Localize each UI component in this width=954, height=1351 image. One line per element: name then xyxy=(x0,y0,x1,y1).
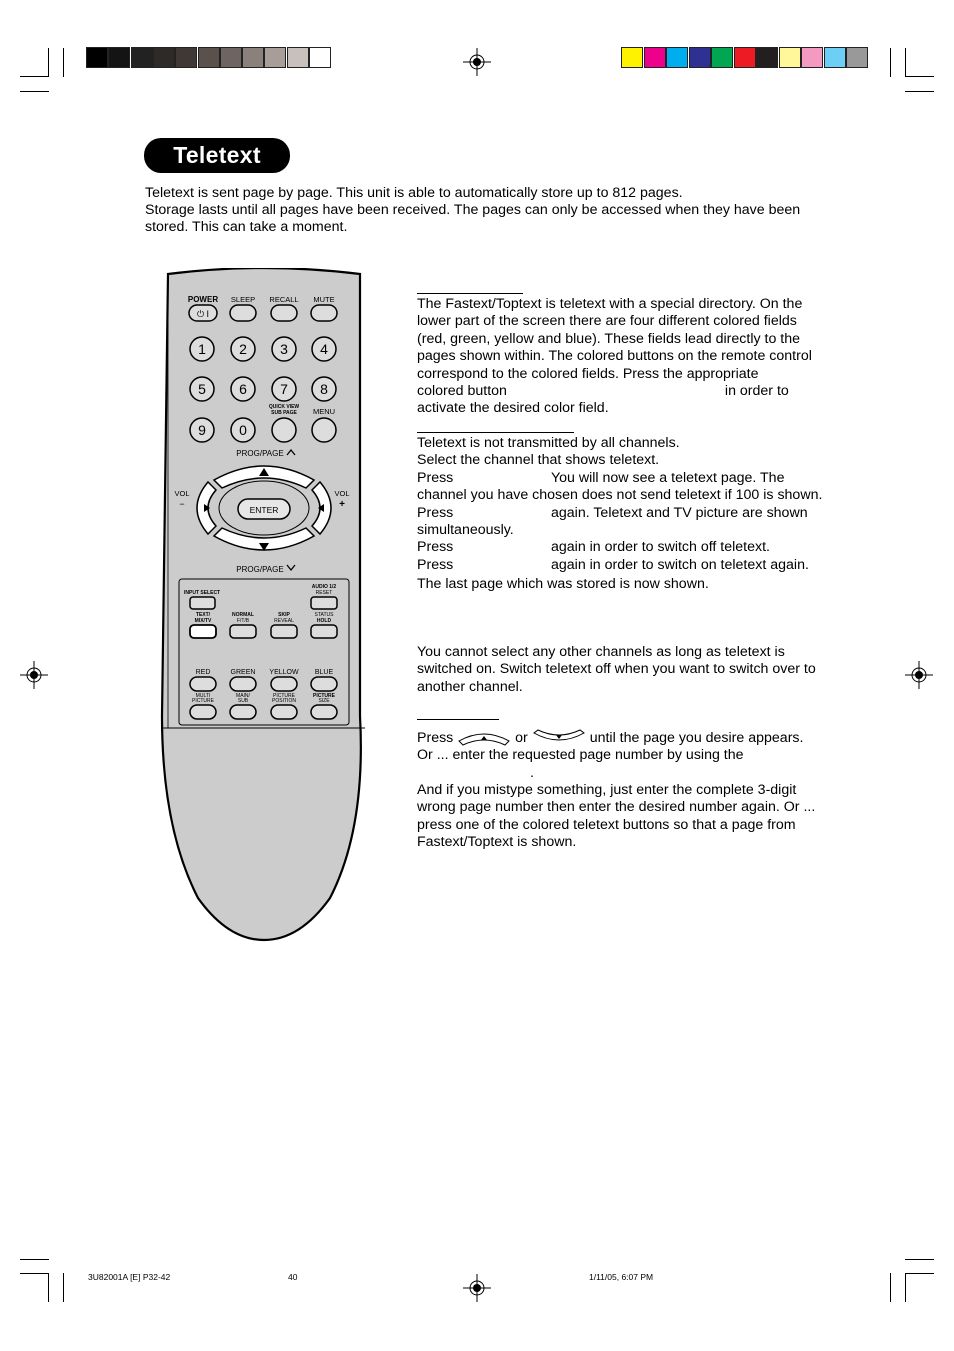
gray-swatch xyxy=(287,47,309,68)
main-sub-label-2: SUB xyxy=(237,698,249,704)
color-swatch xyxy=(824,47,846,68)
red-button[interactable] xyxy=(190,677,216,691)
press-label: Press xyxy=(417,469,454,486)
switching-step-3-text: again in order to switch off teletext. xyxy=(551,539,770,556)
digit-8-label: 8 xyxy=(320,381,328,397)
switching-step-1 xyxy=(417,470,827,487)
power-icon: ⏻ I xyxy=(196,309,210,319)
switching-step-2-cont: simultaneously. xyxy=(417,522,514,539)
digit-7-label: 7 xyxy=(280,381,288,397)
status-hold-button[interactable] xyxy=(311,625,337,638)
sleep-button[interactable] xyxy=(230,305,256,321)
switching-step-2-text: again. Teletext and TV picture are shown xyxy=(551,504,808,521)
status-label-1: STATUS xyxy=(314,612,334,618)
color-swatch xyxy=(734,47,756,68)
power-label: POWER xyxy=(187,295,219,304)
reset-label: RESET xyxy=(315,590,333,596)
footer-doc-code: 3U82001A [E] P32-42 xyxy=(88,1272,171,1282)
quick-view-label: QUICK VIEW xyxy=(268,404,300,410)
sub-page-label: SUB PAGE xyxy=(271,410,297,416)
heading-rule-switching xyxy=(417,432,574,433)
vol-plus-label: + xyxy=(339,499,345,510)
green-button[interactable] xyxy=(230,677,256,691)
audio-reset-button[interactable] xyxy=(311,597,337,609)
gray-swatch xyxy=(131,47,153,68)
switching-step-3 xyxy=(417,539,827,556)
yellow-label: YELLOW xyxy=(269,669,299,676)
multi-label-1: MULTI xyxy=(195,693,211,699)
digit-4-label: 4 xyxy=(320,341,328,357)
intro-line-2: Storage lasts until all pages have been received. The pages can only be accessed when they have been stored. This can take a moment. xyxy=(145,202,801,235)
color-swatch xyxy=(779,47,801,68)
switching-step-1-text: You will now see a teletext page. The xyxy=(551,469,785,486)
switching-step-4-text: again in order to switch on teletext again. xyxy=(551,556,809,573)
recall-button[interactable] xyxy=(271,305,297,321)
prog-up-key-icon xyxy=(457,729,511,747)
red-label: RED xyxy=(195,669,211,676)
press-label: Press xyxy=(417,504,454,521)
picture-size-label-2: SIZE xyxy=(318,698,330,704)
switching-line-1: Teletext is not transmitted by all channels. xyxy=(417,435,680,451)
color-swatch xyxy=(801,47,823,68)
recall-label: RECALL xyxy=(269,295,299,304)
select-section xyxy=(417,729,827,852)
multi-label-2: PICTURE xyxy=(192,698,214,704)
digit-1-label: 1 xyxy=(198,341,206,357)
page-title: Teletext xyxy=(144,138,290,173)
switching-step-4 xyxy=(417,557,827,574)
heading-rule-fastext xyxy=(417,293,523,294)
switching-step-2 xyxy=(417,505,827,522)
blue-button[interactable] xyxy=(311,677,337,691)
registration-target-right xyxy=(905,661,933,689)
color-swatch xyxy=(689,47,711,68)
color-swatch xyxy=(711,47,733,68)
select-line-1 xyxy=(417,729,827,747)
press-label: Press xyxy=(417,539,454,556)
select-dot: . xyxy=(530,764,534,781)
fastext-in-order-to: in order to xyxy=(724,383,789,400)
gray-swatch xyxy=(198,47,220,68)
select-line-3: And if you mistype something, just enter the complete 3-digit wrong page number then enter the desired number again. Or ... press one of the colored teletext buttons so that a page from Fastext/Toptext is shown. xyxy=(417,781,816,851)
mute-button[interactable] xyxy=(311,305,337,321)
switching-last-page: The last page which was stored is now shown. xyxy=(417,576,709,593)
vol-minus-label: − xyxy=(179,499,185,509)
select-line-2: Or ... enter the requested page number by using the xyxy=(417,747,744,764)
prog-page-up-label: PROG/PAGE xyxy=(236,449,284,458)
skip-reveal-button[interactable] xyxy=(271,625,297,638)
color-swatch xyxy=(756,47,778,68)
normal-button[interactable] xyxy=(230,625,256,638)
normal-label-2: F/T/B xyxy=(236,618,250,624)
status-label-2: HOLD xyxy=(316,618,332,624)
input-select-button[interactable] xyxy=(190,597,215,609)
switching-line-2: Select the channel that shows teletext. xyxy=(417,452,660,469)
digit-0-label: 0 xyxy=(239,422,247,438)
intro-line-1: Teletext is sent page by page. This unit is able to automatically store up to 812 pages. xyxy=(145,185,683,201)
switching-step-1-cont: channel you have chosen does not send teletext if 100 is shown. xyxy=(417,487,823,504)
color-swatch xyxy=(621,47,643,68)
mute-label: MUTE xyxy=(313,295,335,304)
enter-label: ENTER xyxy=(249,505,279,515)
select-until: until the page you desire appears. xyxy=(589,729,804,746)
prog-down-key-icon xyxy=(532,729,586,747)
fastext-activate-line: activate the desired color field. xyxy=(417,400,609,417)
multi-picture-button[interactable] xyxy=(190,705,216,719)
yellow-button[interactable] xyxy=(271,677,297,691)
digit-3-label: 3 xyxy=(280,341,288,357)
select-press: Press xyxy=(417,729,454,746)
gray-swatch xyxy=(264,47,286,68)
text-label-2: MIX/TV xyxy=(194,618,212,624)
menu-label: MENU xyxy=(312,407,336,416)
remote-control-illustration xyxy=(160,268,368,944)
blue-label: BLUE xyxy=(314,669,334,676)
picture-size-button[interactable] xyxy=(311,705,337,719)
footer-date: 1/11/05, 6:07 PM xyxy=(589,1272,654,1282)
gray-swatch xyxy=(153,47,175,68)
press-label: Press xyxy=(417,556,454,573)
registration-target-left xyxy=(20,661,48,689)
digit-5-label: 5 xyxy=(198,381,206,397)
vol-right-label: VOL xyxy=(334,489,350,498)
digit-6-label: 6 xyxy=(239,381,247,397)
quick-view-button[interactable] xyxy=(272,418,296,442)
registration-target-bottom xyxy=(463,1274,491,1302)
digit-9-label: 9 xyxy=(198,422,206,438)
heading-rule-select xyxy=(417,719,499,720)
picture-position-label-2: POSITION xyxy=(272,698,296,704)
green-label: GREEN xyxy=(230,669,256,676)
picture-position-button[interactable] xyxy=(271,705,297,719)
gray-swatch xyxy=(108,47,130,68)
color-swatch xyxy=(846,47,868,68)
main-sub-label-1: MAIN/ xyxy=(236,693,250,699)
gray-swatch xyxy=(86,47,108,68)
sleep-label: SLEEP xyxy=(230,295,256,304)
fastext-colored-button-text: colored button xyxy=(417,383,507,400)
color-swatch xyxy=(644,47,666,68)
skip-label-1: SKIP xyxy=(278,612,290,618)
fastext-section xyxy=(417,296,827,418)
switching-note: You cannot select any other channels as long as teletext is switched on. Switch teletext off when you want to switch over to another channel. xyxy=(417,644,816,695)
text-label-1: TEXT/ xyxy=(195,612,211,618)
fastext-body: The Fastext/Toptext is teletext with a special directory. On the lower part of the screen there are four different colored fields (red, green, yellow and blue). These fields lead directly to the pages shown within. The colored buttons on the remote control correspond to the colored fields. Press the appropriate xyxy=(417,296,812,382)
menu-button[interactable] xyxy=(312,418,336,442)
picture-size-label-1: PICTURE xyxy=(313,693,335,699)
switching-section xyxy=(417,435,827,594)
main-sub-button[interactable] xyxy=(230,705,256,719)
vol-left-label: VOL xyxy=(174,489,190,498)
gray-swatch xyxy=(220,47,242,68)
normal-label-1: NORMAL xyxy=(232,612,254,618)
fastext-colored-button-line xyxy=(417,383,827,400)
prog-page-down-label: PROG/PAGE xyxy=(236,565,284,574)
select-or: or xyxy=(515,729,528,746)
audio-label: AUDIO 1/2 xyxy=(311,584,337,590)
registration-target-top xyxy=(463,48,491,76)
color-swatch xyxy=(666,47,688,68)
gray-swatch xyxy=(309,47,331,68)
gray-swatch xyxy=(242,47,264,68)
intro-text xyxy=(145,185,835,236)
gray-swatch xyxy=(175,47,197,68)
text-mix-tv-button[interactable] xyxy=(190,625,216,638)
skip-label-2: REVEAL xyxy=(274,618,294,624)
input-select-label: INPUT SELECT xyxy=(184,590,221,596)
digit-2-label: 2 xyxy=(239,341,247,357)
footer-page-number: 40 xyxy=(288,1272,298,1282)
picture-position-label-1: PICTURE xyxy=(273,693,295,699)
